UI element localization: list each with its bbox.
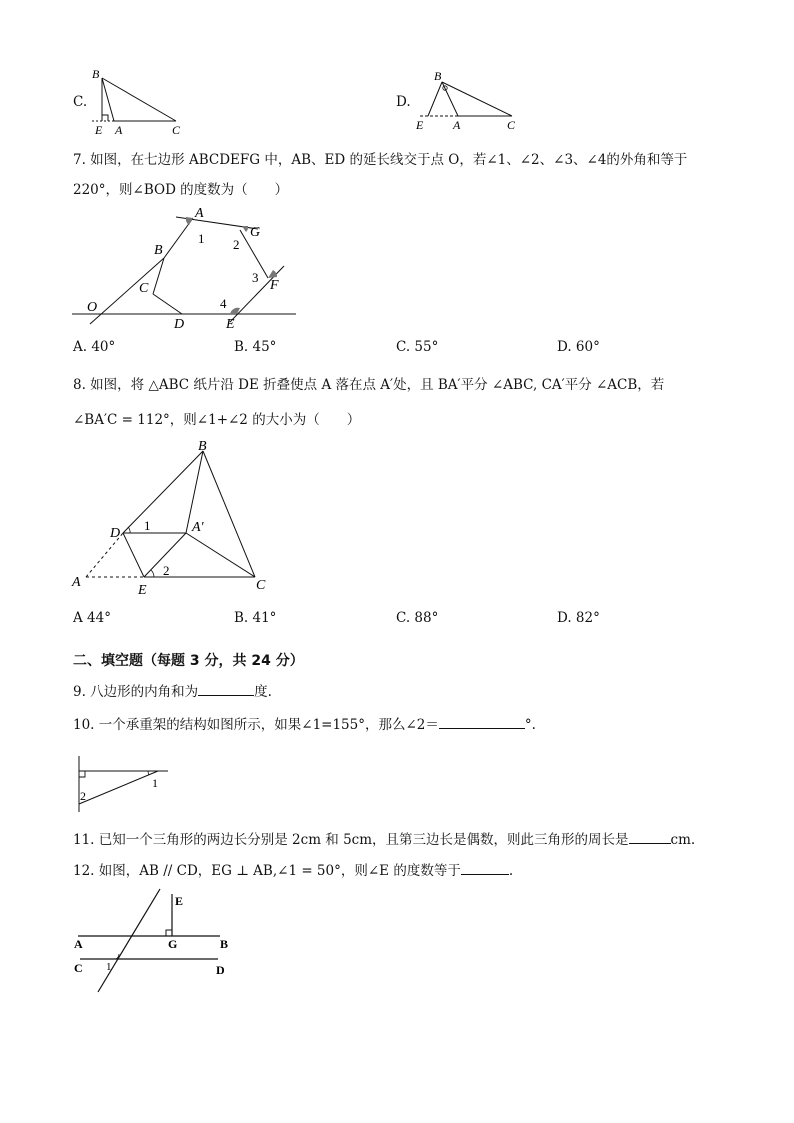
q7-option-c: C. 55° [396, 339, 439, 355]
q7-angle-1: 1 [198, 231, 205, 246]
q9-stem [73, 681, 272, 701]
q8-angle-1: 1 [144, 518, 151, 533]
q7-angle-3: 3 [252, 270, 259, 285]
q6d-label-e: E [416, 118, 424, 132]
q6d-label-b: B [434, 69, 442, 83]
q7-heptagon-figure [70, 204, 310, 334]
q7-label-a: A [195, 206, 204, 221]
q12-label-g: G [168, 937, 178, 951]
q11-stem [73, 829, 695, 849]
q12-label-e: E [175, 894, 184, 908]
q12-label-c: C [74, 961, 83, 975]
q6c-label-e: E [95, 123, 103, 137]
q8-option-d: D. 82° [557, 610, 600, 626]
q12-angle-1: 1 [106, 961, 112, 973]
q7-label-g: G [250, 225, 261, 240]
q6-figure-c [88, 64, 198, 139]
q9-text-after: 度. [254, 684, 272, 700]
q7-label-b: B [154, 243, 163, 258]
q8-stem-line2: ∠BA′C = 112°，则∠1+∠2 的大小为（ ） [73, 412, 361, 428]
q6c-label-a: A [115, 123, 123, 137]
option-c-label: C. [73, 94, 88, 110]
q7-label-d: D [174, 317, 185, 332]
q6-figure-d [412, 66, 527, 136]
q10-text-after: °. [524, 717, 536, 733]
q7-label-f: F [270, 278, 279, 293]
option-d-label: D. [396, 94, 411, 110]
q9-answer-blank[interactable] [198, 681, 254, 696]
q7-label-e: E [226, 317, 235, 332]
q6d-label-c: C [507, 118, 516, 132]
q10-angle-2: 2 [80, 789, 86, 803]
q8-label-b: B [198, 439, 207, 454]
q7-option-d: D. 60° [557, 339, 600, 355]
q8-label-a-prime: A′ [192, 520, 204, 535]
q12-label-a: A [74, 937, 83, 951]
q6d-label-a: A [453, 118, 461, 132]
q6c-label-b: B [92, 67, 100, 81]
q8-angle-2: 2 [163, 563, 170, 578]
q7-stem-line2: 220°，则∠BOD 的度数为（ ） [73, 182, 289, 198]
q7-label-o: O [87, 300, 98, 315]
q8-label-d: D [110, 526, 121, 541]
q8-label-e: E [138, 583, 147, 598]
q7-angle-4: 4 [220, 296, 227, 311]
q12-answer-blank[interactable] [461, 860, 509, 875]
q12-parallel-figure [70, 886, 240, 998]
q12-text-before: 12. 如图，AB // CD，EG ⊥ AB,∠1 = 50°，则∠E 的度数等于 [73, 863, 461, 879]
q7-option-b: B. 45° [234, 339, 277, 355]
q12-label-d: D [216, 963, 225, 977]
q8-stem-line1: 8. 如图，将 △ABC 纸片沿 DE 折叠使点 A 落在点 A′处，且 BA′平分 ∠ABC, CA′平分 ∠ACB，若 [73, 377, 665, 393]
q7-angle-2: 2 [233, 237, 240, 252]
q10-text-before: 10. 一个承重架的结构如图所示，如果∠1=155°，那么∠2＝ [73, 717, 439, 733]
q10-answer-blank[interactable] [439, 714, 525, 729]
q10-stem [73, 714, 536, 734]
q12-stem [73, 860, 513, 880]
q11-text-after: cm. [670, 832, 696, 848]
q8-option-c: C. 88° [396, 610, 439, 626]
q11-text-before: 11. 已知一个三角形的两边长分别是 2cm 和 5cm，且第三边长是偶数，则此三角形的周长是 [73, 832, 629, 848]
q8-fold-figure [68, 434, 288, 604]
q6c-label-c: C [172, 123, 181, 137]
q11-answer-blank[interactable] [629, 829, 671, 844]
q10-bracket-figure [72, 754, 172, 816]
q8-option-a: A 44° [73, 610, 111, 626]
q9-text-before: 9. 八边形的内角和为 [73, 684, 199, 700]
q7-stem-line1: 7. 如图，在七边形 ABCDEFG 中，AB、ED 的延长线交于点 O，若∠1、∠2、∠3、∠4的外角和等于 [73, 152, 688, 168]
section-heading-fill-in: 二、填空题（每题 3 分，共 24 分） [73, 653, 304, 669]
q10-angle-1: 1 [152, 776, 158, 790]
q7-label-c: C [139, 281, 149, 296]
q7-option-a: A. 40° [73, 339, 116, 355]
q8-label-c: C [256, 578, 266, 593]
q12-label-b: B [220, 937, 229, 951]
q8-label-a: A [72, 575, 81, 590]
q8-option-b: B. 41° [234, 610, 277, 626]
q12-text-after: . [508, 863, 514, 879]
